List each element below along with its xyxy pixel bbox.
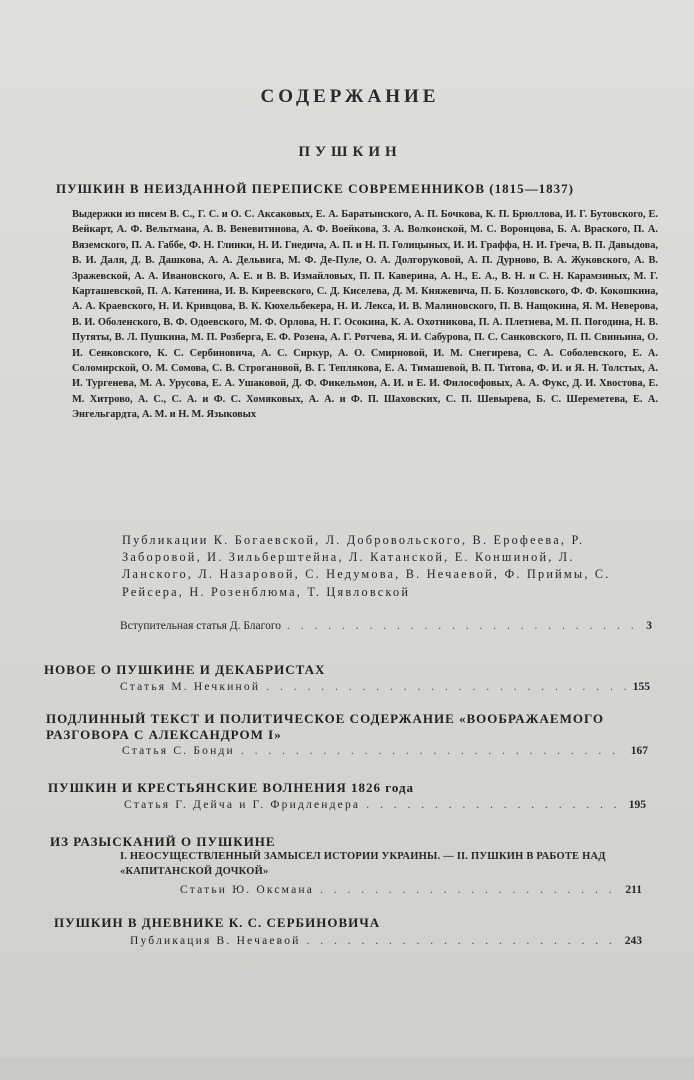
toc-row [120,620,652,632]
page-number: 243 [624,935,642,947]
entry-title: ПОДЛИННЫЙ ТЕКСТ И ПОЛИТИЧЕСКОЕ СОДЕРЖАНИЕ «ВООБРАЖАЕМОГО РАЗГОВОРА С АЛЕКСАНДРОМ I» [46,711,605,742]
toc-row [180,884,642,896]
leader-dots [320,884,619,896]
toc-row [130,935,642,947]
entry-publication: Публикации К. Богаевской, Л. Добровольского, В. Ерофеева, Р. Заборовой, И. Зильберштейна, Л. Катанской, Е. Коншиной, Л. Ланского, Л. Назаровой, С. Недумова, В. Нечаевой, Ф. Приймы, С. Рейсера, Н. Розенблюма, Т. Цявловской [122,533,611,599]
page-number: 195 [628,799,646,811]
entry-label: Статья Г. Дейча и Г. Фридлендера [124,799,361,811]
entry-label: Статья М. Нечкиной [120,681,261,693]
leader-dots [307,935,619,947]
toc-row [124,799,646,811]
leader-dots [366,799,623,811]
leader-dots [287,620,640,632]
entry-title: ПУШКИН В ДНЕВНИКЕ К. С. СЕРБИНОВИЧА [54,915,381,930]
entry-label: Публикация В. Нечаевой [130,935,301,947]
entry-label: Статьи Ю. Оксмана [180,884,315,896]
toc-row [120,681,650,693]
contents-title: СОДЕРЖАНИЕ [260,86,440,107]
toc-row [122,745,648,757]
page-bottom-edge [0,1058,694,1080]
entry-title: ПУШКИН В НЕИЗДАННОЙ ПЕРЕПИСКЕ СОВРЕМЕННИКОВ (1815—1837) [56,181,574,196]
entry-label: Статья С. Бонди [122,745,235,757]
entry-subtitle: I. НЕОСУЩЕСТВЛЕННЫЙ ЗАМЫСЕЛ ИСТОРИИ УКРАИНЫ. — II. ПУШКИН В РАБОТЕ НАД «КАПИТАНСКОЙ ДОЧКОЙ» [120,851,606,877]
page-number: 3 [646,620,652,632]
leader-dots [266,681,627,693]
section-title: ПУШКИН [298,144,402,160]
entry-title: ПУШКИН И КРЕСТЬЯНСКИЕ ВОЛНЕНИЯ 1826 года [48,780,415,795]
page-number: 167 [630,745,648,757]
page-number: 211 [625,884,642,896]
entry-title: ИЗ РАЗЫСКАНИЙ О ПУШКИНЕ [50,834,276,849]
page-number: 155 [632,681,650,693]
entry-title: НОВОЕ О ПУШКИНЕ И ДЕКАБРИСТАХ [44,662,326,677]
leader-dots [241,745,625,757]
entry-excerpts: Выдержки из писем В. С., Г. С. и О. С. Аксаковых, Е. А. Баратынского, А. П. Бочкова, К. П. Брюллова, И. Г. Бутовского, Е. Вейкарт, А. Ф. Вельтмана, А. В. Веневитиновa, А. Ф. Воейкова, З. А. Волконской, М. С. Воронцова, Б. А. Враского, П. А. Вяземского, П. А. Габбе, Ф. Н. Глинки, Н. И. Гнедича, А. П. и Н. П. Голицыных, И. И. Граффа, Н. И. Греча, В. П. Давыдова, В. И. Даля, Д. В. Дашкова, А. А. Дельвига, М. Ф. Де-Пуле, О. А. Долгоруковой, А. П. Дурново, В. А. Жуковского, А. В. Зражевской, А. А. Ивановского, А. Е. и В. В. Измайловых, П. П. Каверина, А. Н., Е. А., В. Н. и С. Н. Карамзиных, М. Г. Карташевской, П. А. Катенина, И. В. Киреевского, С. Д. Киселева, Д. М. Княжевича, П. Б. Козловского, Ф. Ф. Кокошкина, А. А. Краевского, Н. И. Кривцова, В. К. Кюхельбекера, Н. И. Лекса, И. В. Малиновского, П. В. Нащокина, Я. М. Неверова, В. И. Оболенского, В. Ф. Одоевского, М. Ф. Орлова, Н. Г. Осокина, К. А. Охотникова, П. А. Плетнева, М. П. Погодина, Н. В. Путяты, В. Л. Пушкина, М. П. Розберга, Е. Ф. Розена, А. Г. Ротчева, Я. И. Сабурова, П. С. Санковского, П. П. Свиньина, О. И. Сенковского, К. С. Сербиновича, А. С. Сиркур, А. О. Смирновой, И. М. Снегирева, С. А. Соболевского, Е. А. Соломирской, О. М. Сомова, С. В. Строгановой, В. Г. Теплякова, Е. А. Тимашевой, В. П. Титова, Ф. И. и Я. Н. Толстых, А. И. Тургенева, М. А. Урусова, Е. А. Ушаковой, Д. Ф. Фикельмон, А. И. и Е. И. Философовых, А. А. Фукс, Д. И. Хвостова, Е. М. Хитрово, А. С., С. А. и Ф. С. Хомяковых, А. А. и Ф. П. Шаховских, С. П. Шевырева, Б. С. Шереметева, Е. А. Энгельгардта, А. М. и Н. М. Языковых [72,209,658,421]
entry-label: Вступительная статья Д. Благого [120,620,282,632]
